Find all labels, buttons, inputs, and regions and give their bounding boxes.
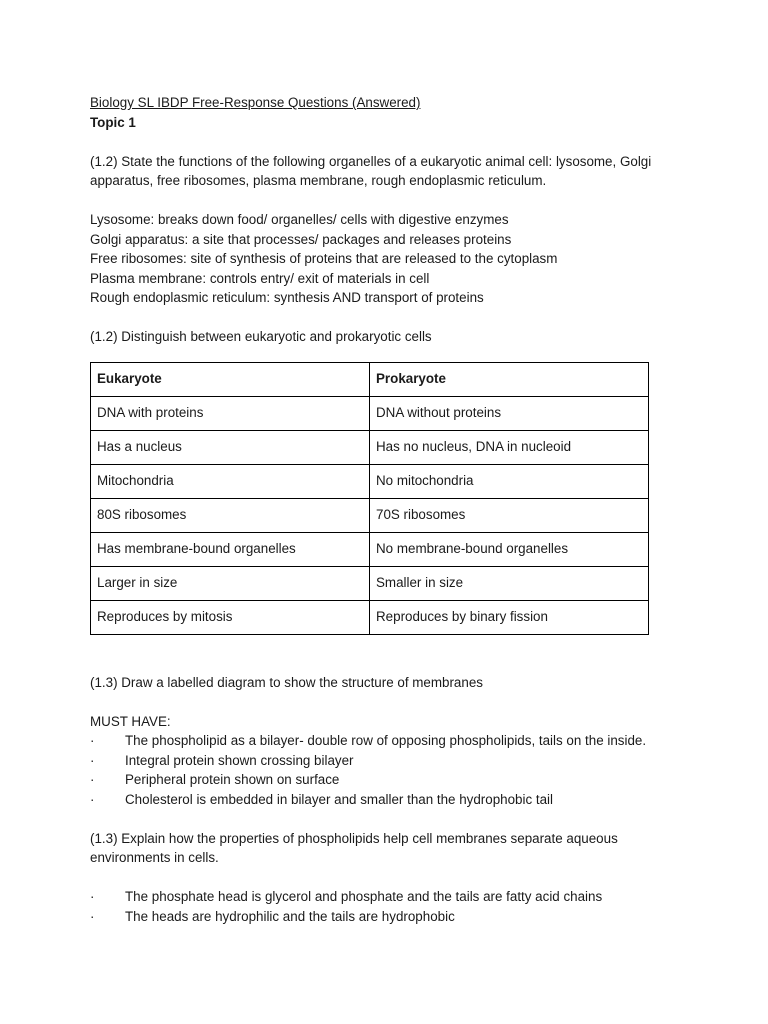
table-cell: Mitochondria <box>91 464 370 498</box>
table-cell: DNA with proteins <box>91 396 370 430</box>
bullet-marker: · <box>90 889 95 904</box>
table-cell: Has no nucleus, DNA in nucleoid <box>370 430 649 464</box>
table-row <box>91 600 649 634</box>
organelle-answers <box>90 210 680 308</box>
must-have-list <box>90 731 680 809</box>
bullet-marker: · <box>90 772 95 787</box>
list-item: · The heads are hydrophilic and the tails are hydrophobic <box>90 907 680 927</box>
must-have-label: MUST HAVE: <box>90 713 171 729</box>
table-header-row <box>91 362 649 396</box>
table-cell: Larger in size <box>91 566 370 600</box>
table-row <box>91 464 649 498</box>
table-cell: Reproduces by binary fission <box>370 600 649 634</box>
bullet-marker: · <box>90 733 95 748</box>
question-1-2-organelles: (1.2) State the functions of the following organelles of a eukaryotic animal cell: lysosome, Golgi apparatus, free ribosomes, plasma membrane, rough endoplasmic reticulum. <box>90 153 652 188</box>
comparison-table <box>90 362 649 635</box>
list-item: · Integral protein shown crossing bilayer <box>90 751 680 771</box>
answer-line: Rough endoplasmic reticulum: synthesis AND transport of proteins <box>90 290 484 305</box>
answer-line: Plasma membrane: controls entry/ exit of materials in cell <box>90 270 430 286</box>
table-cell: No mitochondria <box>370 464 649 498</box>
table-cell: DNA without proteins <box>370 396 649 430</box>
document-title: Biology SL IBDP Free-Response Questions (Answered) <box>90 95 421 110</box>
table-row <box>91 566 649 600</box>
table-cell: 80S ribosomes <box>91 498 370 532</box>
table-header-cell: Prokaryote <box>370 362 649 396</box>
answer-line: Lysosome: breaks down food/ organelles/ cells with digestive enzymes <box>90 212 509 227</box>
table-row <box>91 498 649 532</box>
answer-line: Golgi apparatus: a site that processes/ packages and releases proteins <box>90 231 512 247</box>
table-cell: 70S ribosomes <box>370 498 649 532</box>
table-row <box>91 532 649 566</box>
table-cell: Has a nucleus <box>91 430 370 464</box>
topic-heading: Topic 1 <box>90 114 136 130</box>
list-item: · Peripheral protein shown on surface <box>90 770 680 790</box>
table-header-cell: Eukaryote <box>91 362 370 396</box>
bullet-marker: · <box>90 791 95 807</box>
bullet-marker: · <box>90 908 95 924</box>
table-cell: Smaller in size <box>370 566 649 600</box>
document-page <box>90 93 680 926</box>
table-cell: Reproduces by mitosis <box>91 600 370 634</box>
table-cell: Has membrane-bound organelles <box>91 532 370 566</box>
table-row <box>91 430 649 464</box>
table-cell: No membrane-bound organelles <box>370 532 649 566</box>
question-1-3-phospholipids: (1.3) Explain how the properties of phospholipids help cell membranes separate aqueous environments in cells. <box>90 830 618 865</box>
bullet-marker: · <box>90 752 95 768</box>
question-1-3-diagram: (1.3) Draw a labelled diagram to show the structure of membranes <box>90 674 483 690</box>
list-item: · The phosphate head is glycerol and phosphate and the tails are fatty acid chains <box>90 887 680 907</box>
question-1-2-distinguish: (1.2) Distinguish between eukaryotic and prokaryotic cells <box>90 329 432 344</box>
answer-line: Free ribosomes: site of synthesis of proteins that are released to the cytoplasm <box>90 251 558 266</box>
list-item: · The phospholipid as a bilayer- double row of opposing phospholipids, tails on the inside. <box>90 731 680 751</box>
phospholipid-list <box>90 887 680 926</box>
list-item: · Cholesterol is embedded in bilayer and smaller than the hydrophobic tail <box>90 790 680 810</box>
table-row <box>91 396 649 430</box>
